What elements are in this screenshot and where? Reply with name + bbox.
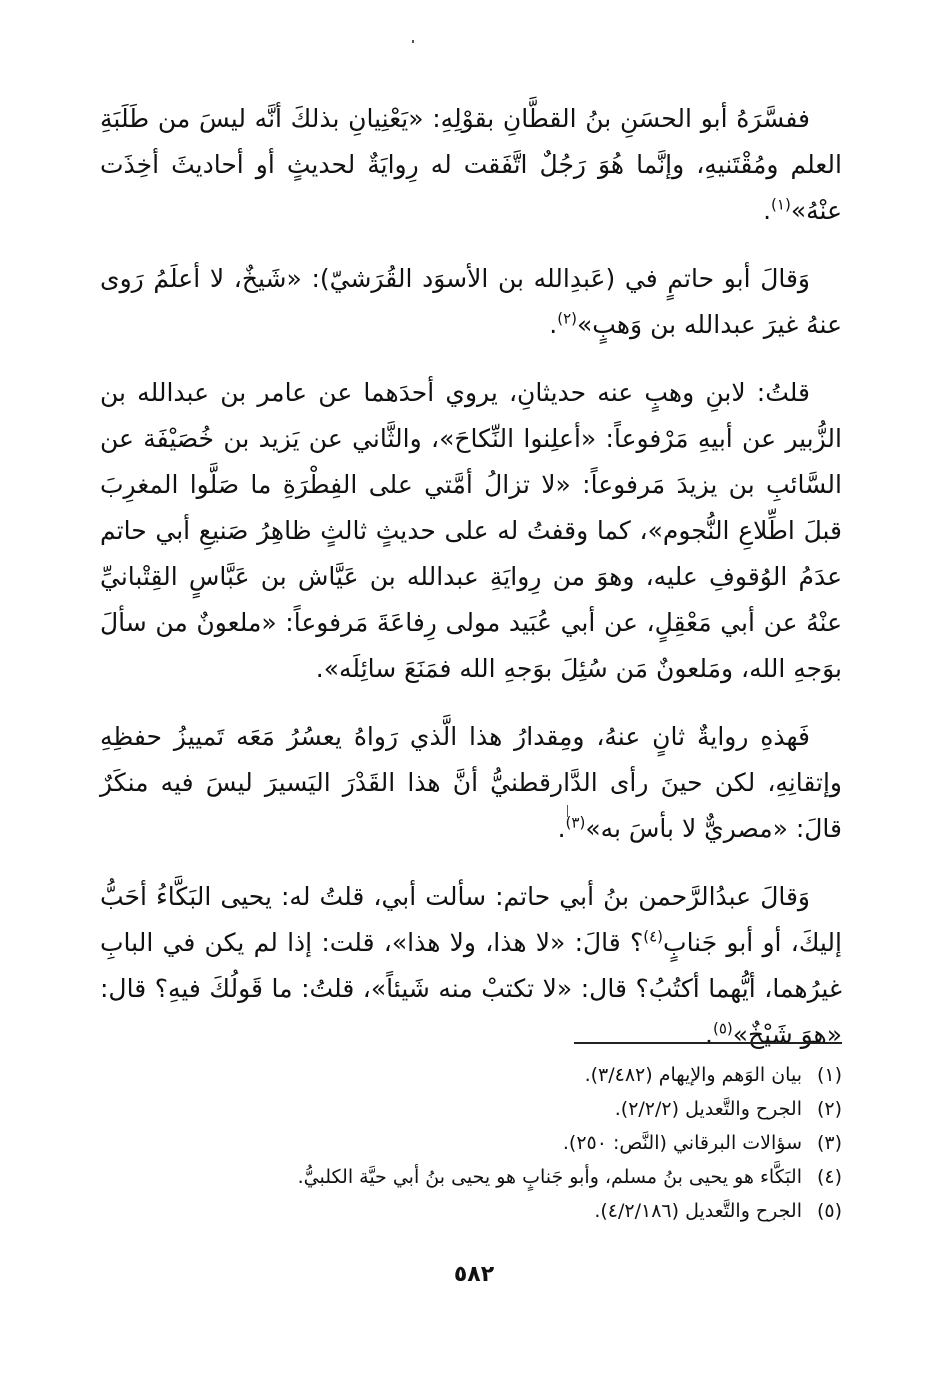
footnote-ref-5: (٥)	[712, 1019, 733, 1038]
footnote-ref-1: (١)	[771, 195, 791, 214]
footnote-number: (٣)	[816, 1132, 842, 1154]
paragraph-5	[100, 874, 842, 1058]
footnote-text: الجرح والتَّعديل (٢/٢/٢).	[614, 1098, 802, 1120]
paragraph-2-text: وَقالَ أبو حاتمٍ في (عَبدِالله بن الأسوَد القُرَشيّ): «شَيخٌ، لا أعلَمُ رَوى عنهُ غيرَ عبدالله بن وَهبٍ»	[100, 264, 842, 339]
page-speck-top	[412, 40, 414, 43]
footnote-item	[200, 1092, 842, 1126]
paragraph-1	[100, 96, 842, 234]
footnote-text: بيان الوَهم والإيهام (٣/٤٨٢).	[584, 1064, 802, 1086]
footnotes-list	[200, 1058, 842, 1228]
paragraph-4-end: .	[557, 814, 566, 843]
paragraph-4	[100, 714, 842, 852]
page-number: ٥٨٢	[453, 1262, 495, 1287]
footnote-text: الجرح والتَّعديل (٤/٢/١٨٦).	[594, 1200, 802, 1222]
footnote-item	[200, 1194, 842, 1228]
footnote-ref-3: (٣)	[565, 813, 586, 832]
paragraph-5-text: وَقالَ عبدُالرَّحمن بنُ أبي حاتم: سألت أبي، قلتُ له: يحيى البَكَّاءُ أحَبُّ إليكَ، أو أبو جَنابٍ	[100, 882, 842, 957]
footnote-text: البَكَّاء هو يحيى بنُ مسلم، وأبو جَنابٍ هو يحيى بنُ أبي حيَّة الكلبيُّ.	[297, 1166, 802, 1188]
footnote-item	[200, 1058, 842, 1092]
footnote-number: (٢)	[816, 1098, 842, 1120]
footnote-ref-2: (٢)	[557, 309, 578, 328]
paragraph-5-middle: ؟ قالَ: «لا هذا، ولا هذا»، قلت: إذا لم يكن في البابِ غيرُهما، أيُّهما أكتُبُ؟ قال: «لا تكتبْ منه شَيئاً»، قلتُ: ما قَولُكَ فيهِ؟ قال: «هوَ شَيْخٌ»	[100, 928, 842, 1049]
footnote-text: سؤالات البرقاني (النَّص: ٢٥٠).	[562, 1132, 802, 1154]
paragraph-3	[100, 370, 842, 692]
paragraph-2	[100, 256, 842, 348]
main-text	[100, 96, 842, 1080]
footnote-item	[200, 1160, 842, 1194]
footnote-item	[200, 1126, 842, 1160]
paragraph-5-end: .	[705, 1020, 713, 1049]
footnote-number: (٥)	[816, 1200, 842, 1222]
paragraph-2-end: .	[549, 310, 558, 339]
paragraph-1-text: ففسَّرَهُ أبو الحسَنِ بنُ القطَّانِ بقوْلِهِ: «يَعْنِيانِ بذلكَ أنَّه ليسَ من طَلَبَةِ العلم ومُقْتَنيهِ، وإنَّما هُوَ رَجُلٌ اتَّفَقت له رِوايَةٌ لحديثٍ أو أحاديثَ أخِذَت عنْهُ»	[100, 104, 842, 225]
paragraph-4-text: فَهذهِ روايةٌ ثانٍ عنهُ، ومِقدارُ هذا الَّذي رَواهُ يعسُرُ مَعَه تَمييزُ حفظِهِ وإتقانِهِ، لكن حينَ رأى الدَّارقطنيُّ أنَّ هذا القَدْرَ اليَسيرَ ليسَ فيه منكَرٌ قالَ: «مصريٌّ لا بأسَ به»	[100, 722, 842, 843]
paragraph-3-text: قلتُ: لابنِ وهبٍ عنه حديثانِ، يروي أحدَهما عن عامر بن عبدالله بن الزُّبير عن أبيهِ مَرْفوعاً: «أعلِنوا النِّكاحَ»، والثَّاني عن يَزيد بن خُصَيْفَة عن السَّائبِ بن يزيدَ مَرفوعاً: «لا تزالُ أمَّتي على الفِطْرَةِ ما صَلَّوا المغرِبَ قبلَ اطِّلاعِ النُّجوم»، كما وقفتُ له على حديثٍ ثالثٍ ظاهِرُ صَنيعِ أبي حاتم عدَمُ الوُقوفِ عليه، وهوَ من رِوايَةِ عبدالله بن عَيَّاش بن عَبَّاسٍ القِتْبانيِّ عنْهُ عن أبي مَعْقِلٍ، عن أبي عُبَيد مولى رِفاعَةَ مَرفوعاً: «ملعونٌ من سألَ بوَجهِ الله، ومَلعونٌ مَن سُئِلَ بوَجهِ الله فمَنَعَ سائِلَه».	[100, 378, 842, 683]
footnote-divider	[574, 1042, 842, 1044]
footnote-number: (٤)	[816, 1166, 842, 1188]
footnote-ref-4: (٤)	[643, 927, 664, 946]
paragraph-1-end: .	[763, 196, 772, 225]
footnote-number: (١)	[816, 1064, 842, 1086]
